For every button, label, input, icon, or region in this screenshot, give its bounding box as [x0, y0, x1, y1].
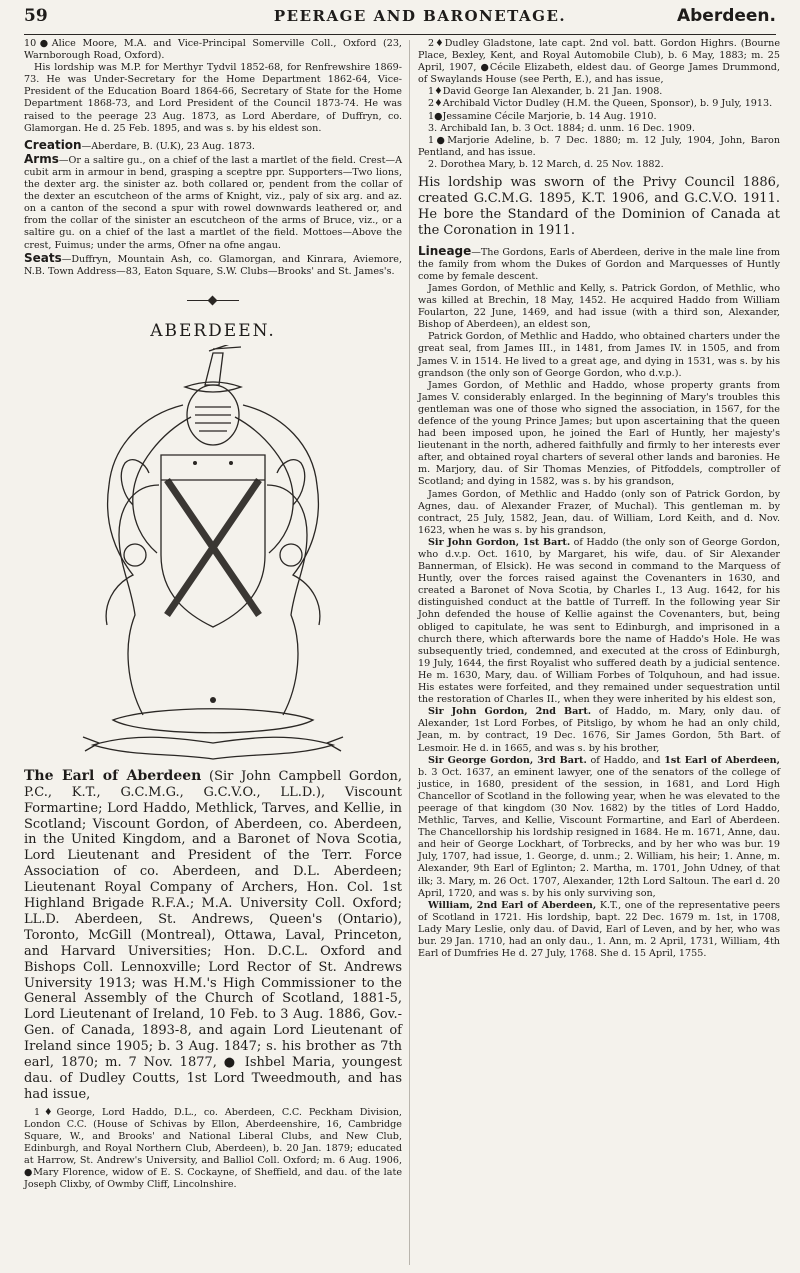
running-title: PEERAGE AND BARONETAGE.: [273, 7, 567, 25]
section-divider: [187, 300, 239, 301]
entry-patrick-gordon: Patrick Gordon, of Methlic and Haddo, who obtained charters under the great seal, from James III., in 1481, from James IV. in 1505, and from James V. in 1514. He lived to a great age, and dying in 1531, was s. by his grandson (the only son of George Gordon, who d.v.p.).: [418, 331, 780, 379]
seats-label: Seats: [24, 250, 62, 265]
entry-dorothea: 2. Dorothea Mary, b. 12 March, d. 25 Nov. 1882.: [428, 158, 664, 170]
column-gutter: [409, 40, 410, 1265]
entry-sir-john-2nd-bart: [418, 706, 780, 754]
entry-alice-moore: 10●Alice Moore, M.A. and Vice-Principal Somerville Coll., Oxford (23, Warnborough Road, Oxford).: [24, 38, 402, 62]
sir-john-2nd-name: Sir John Gordon, 2nd Bart.: [428, 706, 592, 718]
entry-sir-george: [418, 755, 780, 900]
escutcheon-left: [124, 544, 146, 566]
entry-william-2nd-earl: [418, 900, 780, 960]
right-column: [418, 38, 780, 960]
crest-arm: [205, 353, 223, 385]
william-2nd-earl-text: K.T., one of the representative peers of Scotland in 1721. His lordship, bapt. 22 Dec. 1679 m. 1st, in 1708, Lady Mary Leslie, only dau. of David, Earl of Leven, and by her, who was bur. 29 Jan. 1710, had an only dau., 1. Ann, m. 2 April, 1731, William, 4th Earl of Dumfries He d. 27 July, 1768. She d. 15 April, 1755.: [418, 899, 781, 960]
running-header: [24, 6, 776, 35]
sir-john-2nd-text: of Haddo, m. Mary, only dau. of Alexander, 1st Lord Forbes, of Pitsligo, by whom he had an only child, Jean, m. by contract, 19 Dec. 1676, Sir James Gordon, 5th Bart. of Lesmoir. He d. in 1665, and was s. by his brother,: [418, 706, 780, 754]
earl-entry: [24, 769, 402, 1103]
supporter-lion-left: [119, 460, 159, 715]
mantling-left-2: [133, 417, 191, 553]
seats-text: —Duffryn, Mountain Ash, co. Glamorgan, and Kinrara, Aviemore, N.B. Town Address—83, Eaton Square, S.W. Clubs—Brooks' and St. James's.: [24, 253, 402, 277]
lineage-label: Lineage: [418, 243, 472, 258]
page-number: 59: [24, 6, 48, 26]
william-2nd-earl-name: William, 2nd Earl of Aberdeen,: [428, 899, 597, 911]
sir-george-name: Sir George Gordon, 3rd Bart.: [428, 754, 587, 766]
crest-wreath: [185, 382, 241, 392]
earl-text: (Sir John Campbell Gordon, P.C., K.T., G.C.M.G., G.C.V.O., LL.D.), Viscount Formartine; Lord Haddo, Methlick, Tarves, and Kellie, in Scotland; Viscount Gordon, of Aberdeen, co. Aberdeen, in the United Kingdom, and a Baronet of Nova Scotia, Lord Lieutenant and President of the Terr. Force Association of co. Aberdeen, and D.L. Aberdeen; Lieutenant Royal Company of Archers, Hon. Col. 1st Highland Brigade R.F.A.; M.A. University Coll. Oxford; LL.D. Aberdeen, St. Andrews, Queen's (Ontario), Toronto, McGill (Montreal), Ottawa, Laval, Princeton, and Harvard Universities; Hon. D.C.L. Oxford and Bishops Coll. Lennoxville; Lord Rector of St. Andrews University 1913; was H.M.'s High Commissioner to the General Assembly of the Church of Scotland, 1881-5, Lord Lieutenant of Ireland, 10 Feb. to 3 Aug. 1886, Gov.-Gen. of Canada, 1893-8, and again Lord Lieutenant of Ireland since 1905; b. 3 Aug. 1847; s. his brother as 7th earl, 1870; m. 7 Nov. 1877, ● Ishbel Maria, youngest dau. of Dudley Coutts, 1st Lord Tweedmouth, and has had issue,: [24, 768, 402, 1102]
sir-george-text: b. 3 Oct. 1637, an eminent lawyer, one of the senators of the college of justice, in 1680, president of the session, in 1681, and Lord High Chancellor of Scotland in the following year, when he was elevated to the peerage of that kingdom (30 Nov. 1682) by the titles of Lord Haddo, Methlic, Tarves, and Kellie, Viscount Formartine, and Earl of Aberdeen. The Chancellorship his lordship resigned in 1684. He m. 1671, Anne, dau. and heir of George Lockhart, of Torbrecks, and by her who was bur. 19 July, 1707, had issue, 1. George, d. unm.; 2. William, his heir; 1. Anne, m. Alexander, 9th Earl of Eglinton; 2. Martha, m. 1701, John Udney, of that ilk; 3. Mary, m. 26 Oct. 1707, Alexander, 12th Lord Saltoun. The earl d. 20 April, 1720, and was s. by his only surviving son,: [418, 766, 780, 899]
creation-text: —Aberdare, B. (U.K), 23 Aug. 1873.: [81, 140, 255, 152]
lineage-entry: [418, 245, 780, 283]
arms-entry: [24, 153, 402, 252]
entry-archibald-ian: 3. Archibald Ian, b. 3 Oct. 1884; d. unm. 16 Dec. 1909.: [428, 122, 695, 134]
entry-marjorie: 1●Marjorie Adeline, b. 7 Dec. 1880; m. 12 July, 1904, John, Baron Pentland, and has issue.: [418, 134, 780, 158]
entry-james-gordon-1: James Gordon, of Methlic and Kelly, s. Patrick Gordon, of Methlic, who was killed at Brechin, 18 May, 1452. He acquired Haddo from William Foularton, 22 June, 1469, and had issue (with a third son, Alexander, Bishop of Aberdeen), an eldest son,: [418, 282, 780, 331]
escutcheon-right: [280, 544, 302, 566]
left-column: [24, 38, 402, 1191]
compartment: [113, 709, 313, 733]
entry-dudley: 2♦Dudley Gladstone, late capt. 2nd vol. batt. Gordon Highrs. (Bourne Place, Bexley, Kent, and Royal Automobile Club), b. 6 May, 1883; m. 25 April, 1907, ●Cécile Elizabeth, eldest dau. of George James Drummond, of Swaylands House (see Perth, E.), and has issue,: [418, 38, 780, 86]
supporter-lion-right: [267, 460, 307, 715]
entry-sir-john-1st-bart: [418, 537, 780, 706]
entry-james-gordon-2: James Gordon, of Methlic and Haddo, whose property grants from James V. considerably enlarged. In the beginning of Mary's troubles this gentleman was one of those who signed the association, in 1567, for the defence of the young Prince James; but upon ascertaining that the queen had been imposed upon, he joined the Earl of Huntly, her majesty's lieutenant in the north, adhered faithfully and firmly to her interests ever after, and obtained royal charters of several other lands and baronies. He m. Marjory, dau. of Sir Thomas Menzies, of Pitfoddels, comptroller of Scotland; and dying in 1582, was s. by his grandson,: [418, 379, 780, 488]
arms-label: Arms: [24, 151, 59, 166]
mantling-right-2: [235, 417, 293, 553]
sir-john-1st-name: Sir John Gordon, 1st Bart.: [428, 536, 571, 548]
entry-george-lord-haddo: 1♦George, Lord Haddo, D.L., co. Aberdeen, C.C. Peckham Division, London C.C. (House of Schivas by Ellon, Aberdeenshire, 16, Cambridge Square, W., and Brooks' and National Liberal Clubs, and New Club, Edinburgh, and Royal Northern Club, Aberdeen), b. 20 Jan. 1879; educated at Harrow, St. Andrew's University, and Balliol Coll. Oxford; m. 6 Aug. 1906, ●Mary Florence, widow of E. S. Cockayne, of Sheffield, and dau. of the late Joseph Clixby, of Owmby Cliff, Lincolnshire.: [24, 1106, 402, 1191]
entry-jessamine: 1●Jessamine Cécile Marjorie, b. 14 Aug. 1910.: [428, 110, 657, 122]
section-title: ABERDEEN.: [150, 320, 276, 341]
lineage-text: —The Gordons, Earls of Aberdeen, derive in the male line from the family from whom the Dukes of Gordon and Marquesses of Huntly come by female descent.: [418, 246, 780, 282]
arms-text: —Or a saltire gu., on a chief of the last a martlet of the field. Crest—A cubit arm in armour in bend, grasping a sceptre ppr. Supporters—Two lions, the dexter arg. the sinister az. both collared or, pendent from the collar of the dexter an escutcheon of the arms of Knight, viz., paly of six arg. and az. on a canton of the second a spur with rowel downwards leathered or, and from the collar of the sinister an escutcheon of the arms of Bruce, viz., or a saltire gu. on a chief of the last a martlet of the field. Mottoes—Above the crest, Fuimus; under the arms, Ofner na ofne angau.: [24, 154, 402, 251]
entry-archibald: 2♦Archibald Victor Dudley (H.M. the Queen, Sponsor), b. 9 July, 1913.: [428, 98, 773, 110]
entry-james-gordon-3: James Gordon, of Methlic and Haddo (only son of Patrick Gordon, by Agnes, dau. of Alexander Frazer, of Muchal). This gentleman m. by contract, 25 July, 1582, Jean, dau. of William, Lord Keith, and d. Nov. 1623, when he was s. by his grandson,: [418, 488, 780, 536]
creation-label: Creation: [24, 137, 82, 152]
sir-john-1st-text: of Haddo (the only son of George Gordon, who d.v.p. Oct. 1610, by Margaret, his wife, dau. of Sir Alexander Bannerman, of Elsick). He was second in command to the Marquess of Huntly, over the forces raised against the Covenanters in 1630, and created a Baronet of Nova Scotia, by Charles I., 13 Aug. 1642, for his distinguished conduct at the battle of Turreff. In the following year Sir John defended the house of Kellie against the Covenanters, but, being obliged to capitulate, he was sent to Edinburgh, and imprisoned in a church there, which afterwards bore the name of Haddo's Hole. He was subsequently tried, condemned, and executed at the cross of Edinburgh, 19 July, 1644, the first Royalist who suffered death by a judicial sentence. He m. 1630, Mary, dau. of William Forbes of Tolquhoun, and had issue. His estates were forfeited, and they remained under sequestration until the restoration of Charles II., when they were inherited by his eldest son,: [418, 536, 780, 706]
earl-heading: The Earl of Aberdeen: [24, 767, 202, 784]
first-earl-name: 1st Earl of Aberdeen,: [664, 754, 780, 766]
privy-council-paragraph: His lordship was sworn of the Privy Council 1886, created G.C.M.G. 1895, K.T. 1906, and G.C.V.O. 1911. He bore the Standard of the Dominion of Canada at the Coronation in 1911.: [418, 175, 780, 238]
entry-career: His lordship was M.P. for Merthyr Tydvil 1852-68, for Renfrewshire 1869-73. He was Under-Secretary for the Home Department 1862-64, Vice-President of the Education Board 1864-66, Secretary of State for the Home Department 1868-73, and Lord President of the Council 1873-74. He was raised to the peerage 23 Aug. 1873, as Lord Aberdare, of Duffryn, co. Glamorgan. He d. 25 Feb. 1895, and was s. by his eldest son.: [24, 62, 402, 134]
coat-of-arms-image: [73, 345, 353, 765]
motto-scroll: [93, 737, 333, 759]
entry-david: 1♦David George Ian Alexander, b. 21 Jan. 1908.: [428, 86, 663, 98]
creation-entry: [24, 139, 402, 153]
saltire: [167, 480, 259, 615]
section-name: Aberdeen.: [676, 6, 776, 26]
sir-george-mid: of Haddo, and: [586, 754, 665, 766]
seats-entry: [24, 252, 402, 278]
